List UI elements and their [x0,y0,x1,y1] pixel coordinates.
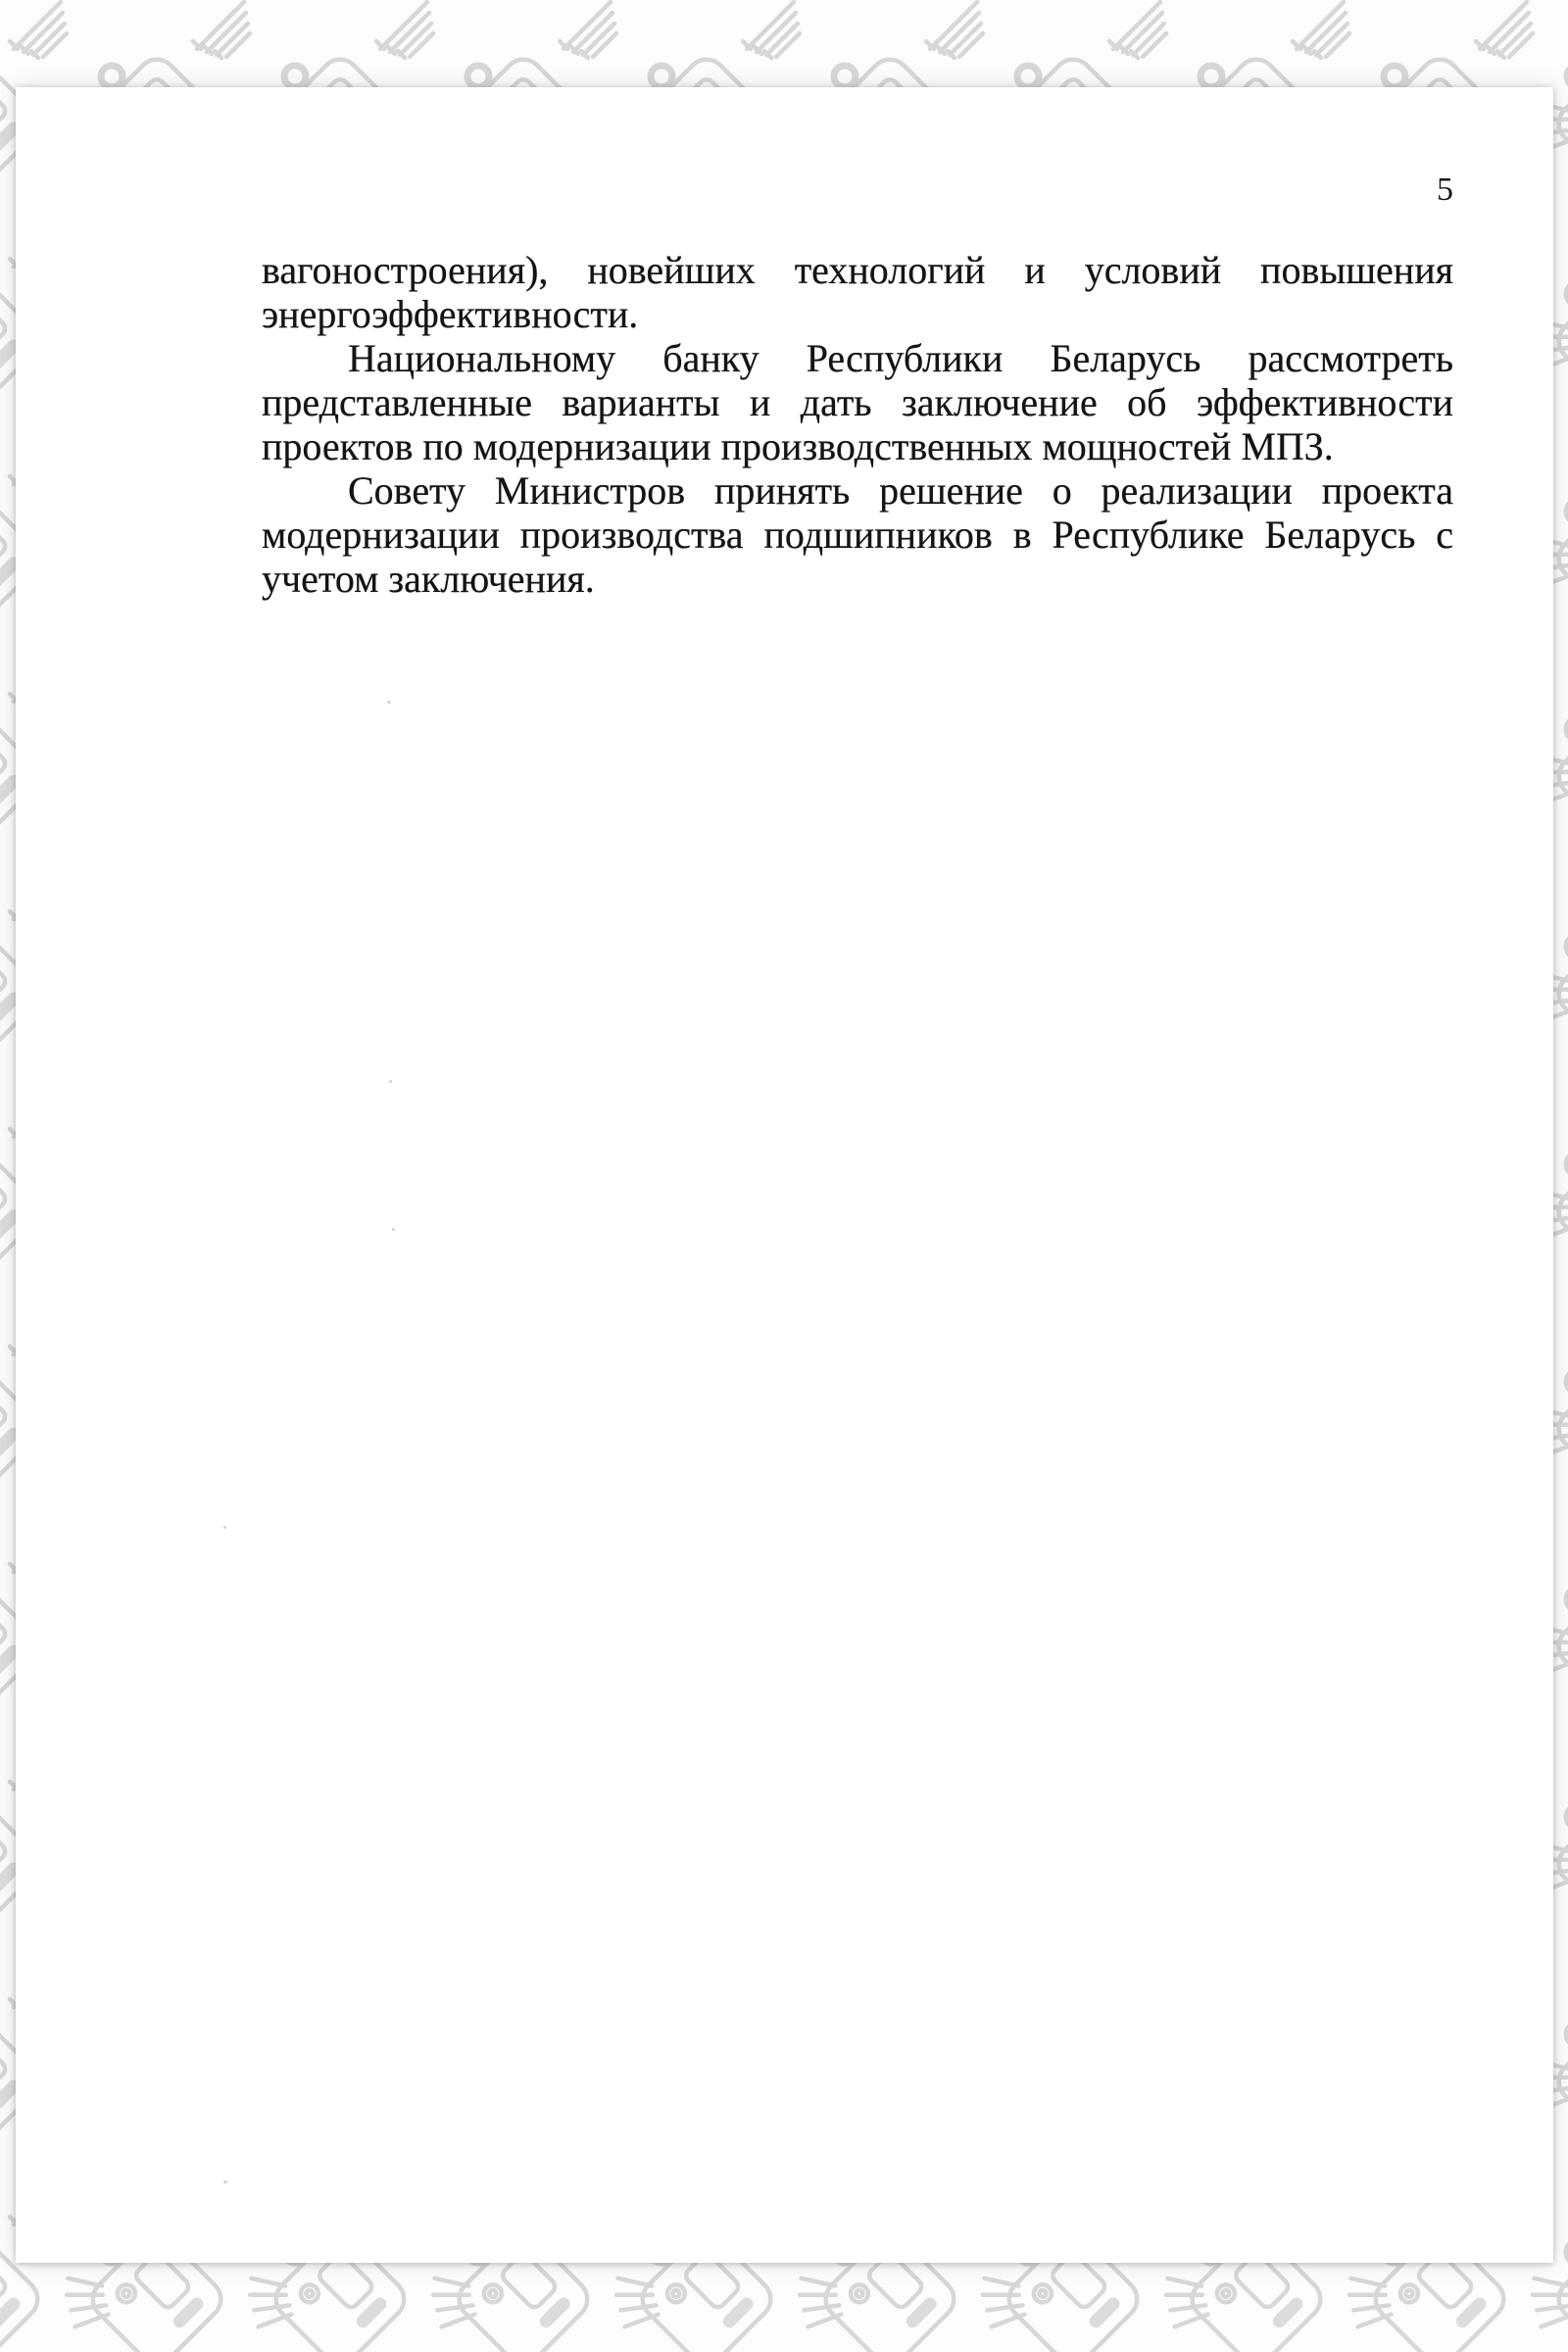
document-text [262,248,1453,601]
text-line: вагоностроения), новейших технологий и условий повышения [262,248,1453,292]
scan-speck [392,1228,395,1231]
text-line: учетом заключения. [262,557,595,601]
text-line: энергоэффективности. [262,292,639,336]
text-line: проектов по модернизации производственных мощностей МПЗ. [262,424,1334,468]
scan-speck [387,701,391,704]
scan-speck [223,2180,227,2183]
text-line: представленные варианты и дать заключение об эффективности [262,380,1453,424]
document-page [16,87,1553,2263]
text-line: Национальному банку Республики Беларусь рассмотреть [348,336,1453,380]
text-line: модернизации производства подшипников в Республике Беларусь с [262,513,1453,557]
text-line: Совету Министров принять решение о реализации проекта [348,468,1453,513]
scan-speck [223,1526,226,1529]
scan-speck [389,1080,392,1083]
page-number: 5 [1437,172,1453,208]
